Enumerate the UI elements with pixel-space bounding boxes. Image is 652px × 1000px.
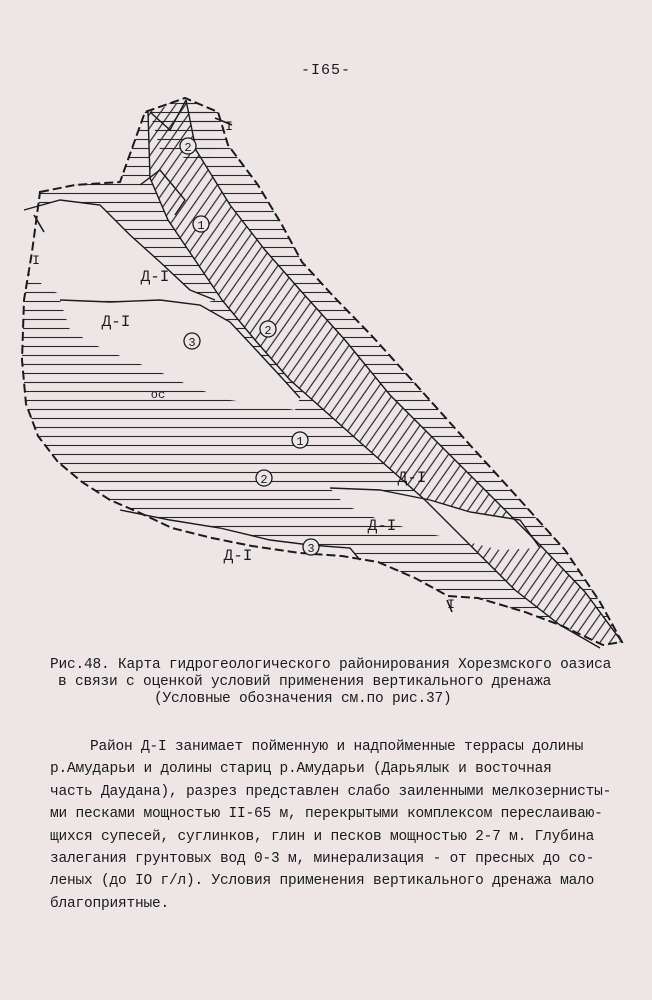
zone-number-1-top: 1 <box>197 219 205 233</box>
body-line-7: леных (до IO г/л). Условия применения вертикального дренажа мало <box>50 873 595 890</box>
zone-number-3-lower: 3 <box>307 542 315 556</box>
zone-label-d1-upper: Д-I <box>140 268 170 286</box>
body-line-8: благоприятные. <box>50 895 170 912</box>
hydrogeological-zoning-map <box>0 80 652 660</box>
caption-line-1: Рис.48. Карта гидрогеологического районирования Хорезмского оазиса <box>50 657 612 673</box>
caption-line-3: (Условные обозначения см.по рис.37) <box>154 691 452 707</box>
section-mark-left: I <box>32 253 40 268</box>
zone-label-oc: ос <box>150 388 166 402</box>
body-line-6: залегания грунтовых вод 0-3 м, минерализация - от пресных до со- <box>50 851 595 868</box>
zone-label-d1-right-2: Д-I <box>367 517 397 535</box>
oasis-hatch-area <box>0 80 652 660</box>
body-line-3: часть Даудана), разрез представлен слабо заиленными мелкозернисты- <box>50 783 612 800</box>
body-line-1: Район Д-I занимает пойменную и надпойменные террасы долины <box>90 739 584 755</box>
page-number: -I65- <box>300 62 351 79</box>
caption-line-2: в связи с оценкой условий применения вертикального дренажа <box>58 674 552 690</box>
zone-number-2-lower: 2 <box>260 473 268 487</box>
zone-number-2-top: 2 <box>184 141 192 155</box>
zone-number-1-lower: 1 <box>296 435 304 449</box>
body-paragraph <box>50 736 640 915</box>
body-line-2: р.Амударьи и долины стариц р.Амударьи (Дарьялык и восточная <box>50 761 552 778</box>
body-line-5: щихся супесей, суглинков, глин и песков мощностью 2-7 м. Глубина <box>50 828 595 845</box>
zone-number-2-middle: 2 <box>264 324 272 338</box>
section-mark-bottom: I <box>447 597 455 612</box>
zone-label-d1-right-1: Д-I <box>397 469 427 487</box>
figure-caption <box>50 657 640 708</box>
zone-label-d1-bottom: Д-I <box>223 547 253 565</box>
section-mark-top-right: I <box>225 119 233 134</box>
body-line-4: ми песками мощностью II-65 м, перекрытыми комплексом переслаиваю- <box>50 806 603 823</box>
zone-label-d1-left: Д-I <box>101 313 131 331</box>
zone-number-3-middle: 3 <box>188 336 196 350</box>
